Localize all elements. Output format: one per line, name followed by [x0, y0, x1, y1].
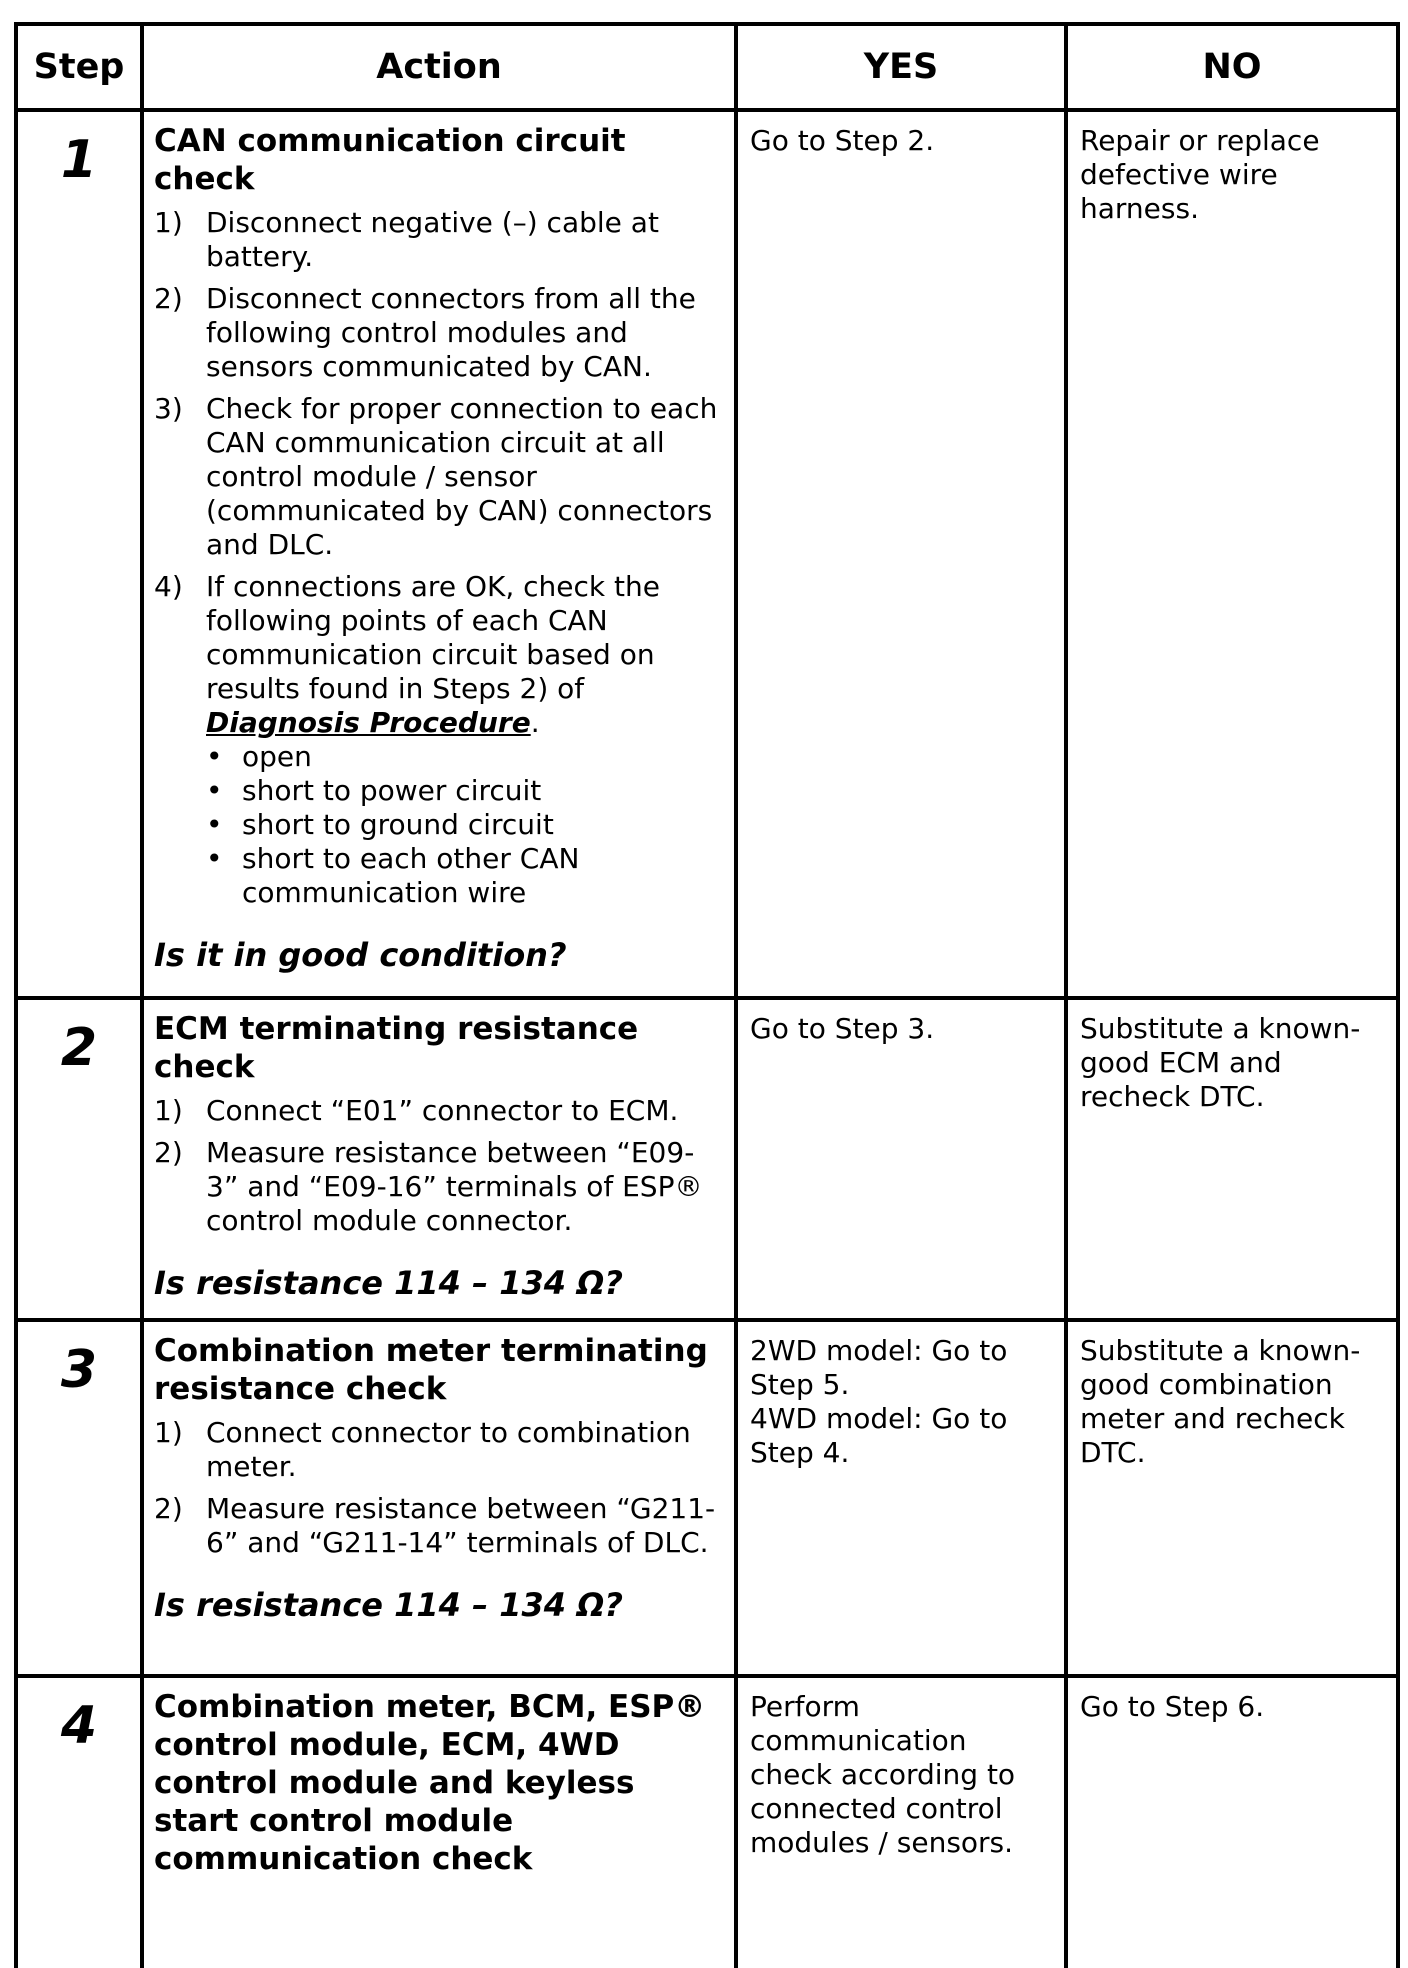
yes-cell [736, 1676, 1066, 1968]
action-item: 1) Connect “E01” connector to ECM. [154, 1094, 679, 1127]
no-text: Repair or replace defective wire harness. [1080, 124, 1320, 225]
action-title: Combination meter terminating resistance check [154, 1333, 708, 1407]
step-cell [16, 110, 142, 998]
yes-cell [736, 110, 1066, 998]
action-item: 4) If connections are OK, check the following points of each CAN communication circuit based on results found in Steps 2) of Diagnosis Procedure. • open • short to power circuit • short to ground circuit • short to each other CAN communication wire [154, 570, 722, 910]
header-no: NO [1066, 24, 1398, 110]
list-item: • short to power circuit [206, 774, 542, 807]
action-question: Is it in good condition? [154, 936, 567, 974]
check-points-list [206, 740, 722, 910]
table-row [16, 1320, 1398, 1676]
yes-text: Go to Step 3. [750, 1012, 935, 1045]
yes-text: Go to Step 2. [750, 124, 935, 157]
yes-text-2wd: 2WD model: Go to Step 5. [750, 1334, 1008, 1401]
action-title: Combination meter, BCM, ESP® control module, ECM, 4WD control module and keyless start control module communication check [154, 1689, 706, 1877]
step-number: 1 [60, 130, 98, 190]
header-action: Action [142, 24, 736, 110]
no-cell [1066, 1320, 1398, 1676]
header-step: Step [16, 24, 142, 110]
step-number: 3 [60, 1340, 98, 1400]
diagnosis-table [14, 22, 1400, 1968]
action-item: 1) Connect connector to combination meter. [154, 1416, 691, 1483]
action-title: CAN communication circuit check [154, 123, 626, 197]
no-text: Substitute a known-good ECM and recheck DTC. [1080, 1012, 1361, 1113]
list-item: • short to each other CAN communication wire [206, 842, 580, 909]
list-item: • short to ground circuit [206, 808, 554, 841]
action-item: 1) Disconnect negative (–) cable at battery. [154, 206, 659, 273]
yes-text: Perform communication check according to connected control modules / sensors. [750, 1690, 1016, 1859]
no-text: Go to Step 6. [1080, 1690, 1265, 1723]
header-yes: YES [736, 24, 1066, 110]
step-number: 4 [60, 1696, 98, 1756]
action-cell [142, 1320, 736, 1676]
action-item: 3) Check for proper connection to each CAN communication circuit at all control module / sensor (communicated by CAN) connectors and DLC. [154, 392, 718, 561]
no-cell [1066, 110, 1398, 998]
action-cell [142, 110, 736, 998]
diagnosis-procedure-link[interactable]: Diagnosis Procedure [206, 706, 531, 739]
yes-cell [736, 1320, 1066, 1676]
yes-cell [736, 998, 1066, 1320]
action-item: 2) Disconnect connectors from all the following control modules and sensors communicated by CAN. [154, 282, 696, 383]
table-row [16, 998, 1398, 1320]
step-cell [16, 1676, 142, 1968]
action-title: ECM terminating resistance check [154, 1011, 639, 1085]
yes-text-4wd: 4WD model: Go to Step 4. [750, 1402, 1008, 1469]
action-cell [142, 998, 736, 1320]
no-text: Substitute a known-good combination meter and recheck DTC. [1080, 1334, 1361, 1469]
action-question: Is resistance 114 – 134 Ω? [154, 1586, 623, 1624]
no-cell [1066, 1676, 1398, 1968]
action-item: 2) Measure resistance between “G211-6” and “G211-14” terminals of DLC. [154, 1492, 716, 1559]
list-item: • open [206, 740, 312, 773]
action-question: Is resistance 114 – 134 Ω? [154, 1264, 623, 1302]
step-cell [16, 1320, 142, 1676]
no-cell [1066, 998, 1398, 1320]
action-item: 2) Measure resistance between “E09-3” and “E09-16” terminals of ESP® control module connector. [154, 1136, 703, 1237]
header-row [16, 24, 1398, 110]
table-row [16, 110, 1398, 998]
step-number: 2 [60, 1018, 98, 1078]
step-cell [16, 998, 142, 1320]
table-row [16, 1676, 1398, 1968]
action-cell [142, 1676, 736, 1968]
